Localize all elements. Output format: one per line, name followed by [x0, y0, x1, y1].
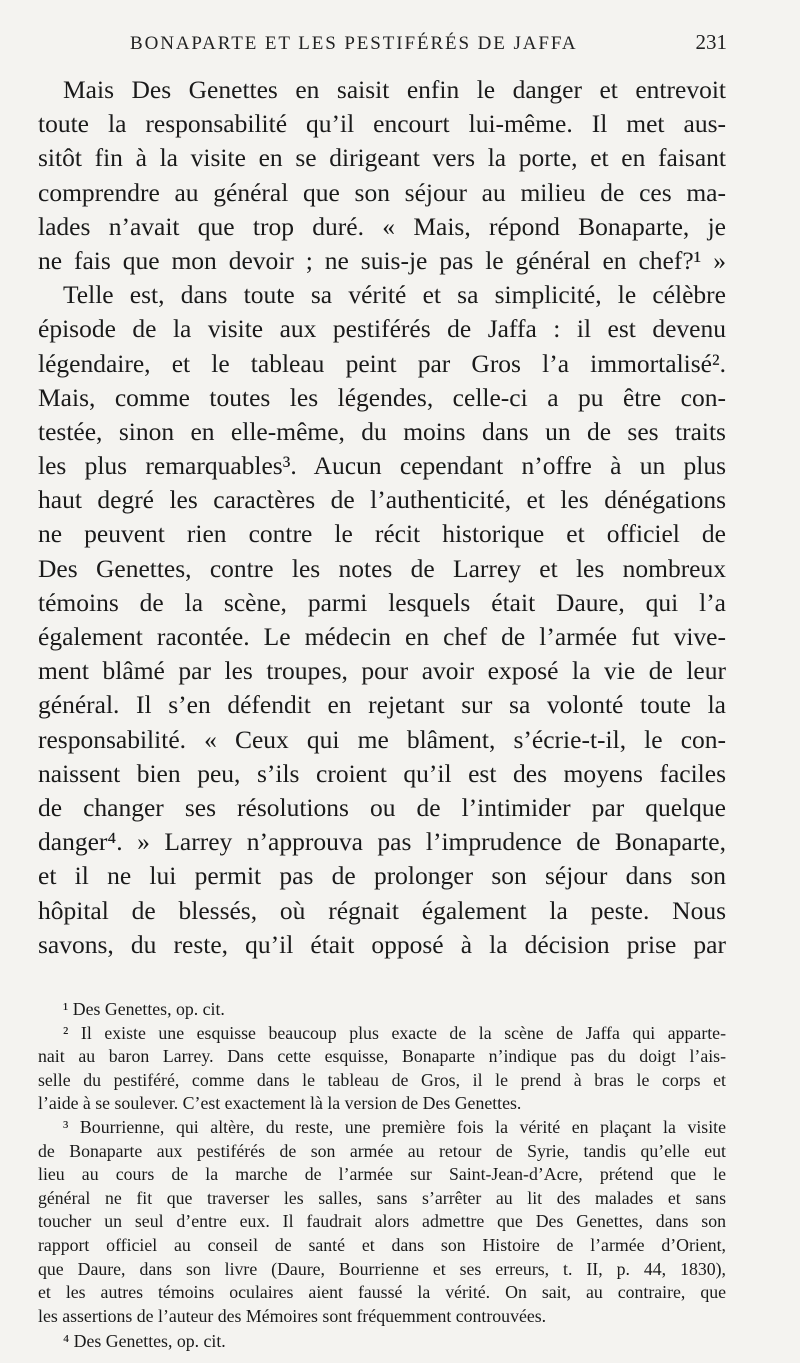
- footnote-line: et les autres témoins oculaires aient faussé la vérité. On sait, au contraire, que: [38, 1282, 726, 1303]
- body-line: général. Il s’en défendit en rejetant sur sa volonté toute la: [38, 690, 726, 720]
- body-line: danger⁴. » Larrey n’approuva pas l’imprudence de Bonaparte,: [38, 827, 726, 857]
- body-line: épisode de la visite aux pestiférés de Jaffa : il est devenu: [38, 314, 726, 344]
- page-number: 231: [695, 30, 727, 54]
- body-line: comprendre au général que son séjour au milieu de ces ma-: [38, 177, 726, 207]
- footnote-line: de Bonaparte aux pestiférés de son armée au retour de Syrie, tandis qu’elle eut: [38, 1140, 726, 1161]
- body-line: légendaire, et le tableau peint par Gros l’a immortalisé².: [38, 348, 726, 378]
- body-line: hôpital de blessés, où régnait également la peste. Nous: [38, 895, 726, 925]
- footnote-line: selle du pestiféré, comme dans le tableau de Gros, il le prend à bras le corps et: [38, 1069, 726, 1090]
- body-line: lades n’avait que trop duré. « Mais, répond Bonaparte, je: [38, 211, 726, 241]
- body-line: et il ne lui permit pas de prolonger son séjour dans son: [38, 861, 726, 891]
- footnote-line: l’aide à se soulever. C’est exactement là la version de Des Genettes.: [38, 1093, 522, 1114]
- footnote-line: nait au baron Larrey. Dans cette esquisse, Bonaparte n’indique pas du doigt l’ais-: [38, 1046, 726, 1067]
- footnote-line: ¹ Des Genettes, op. cit.: [63, 999, 225, 1019]
- body-line: Mais, comme toutes les légendes, celle-ci a pu être con-: [38, 382, 726, 412]
- footnote-line: général ne fit que traverser les salles, sans s’arrêter au lit des malades et sans: [38, 1187, 726, 1208]
- page-header: [130, 30, 727, 60]
- body-line: Mais Des Genettes en saisit enfin le danger et entrevoit: [63, 75, 726, 104]
- body-line: haut degré les caractères de l’authenticité, et les dénégations: [38, 485, 726, 515]
- body-line: testée, sinon en elle-même, du moins dans un de ses traits: [38, 416, 726, 446]
- body-line: témoins de la scène, parmi lesquels était Daure, qui l’a: [38, 587, 726, 617]
- body-line: également racontée. Le médecin en chef de l’armée fut vive-: [38, 622, 726, 651]
- footnote-line: ⁴ Des Genettes, op. cit.: [63, 1331, 226, 1352]
- running-title: BONAPARTE ET LES PESTIFÉRÉS DE JAFFA: [130, 33, 578, 54]
- body-line: ne fais que mon devoir ; ne suis-je pas le général en chef?¹ »: [38, 245, 726, 275]
- body-line: ment blâmé par les troupes, pour avoir exposé la vie de leur: [38, 656, 726, 686]
- body-line: toute la responsabilité qu’il encourt lui-même. Il met aus-: [38, 109, 726, 139]
- body-line: savons, du reste, qu’il était opposé à la décision prise par: [38, 929, 726, 959]
- body-text: [38, 73, 726, 962]
- footnote-line: ³ Bourrienne, qui altère, du reste, une première fois la vérité en plaçant la visite: [63, 1116, 726, 1137]
- body-line: de changer ses résolutions ou de l’intimider par quelque: [38, 792, 726, 822]
- body-line: sitôt fin à la visite en se dirigeant vers la porte, et en faisant: [38, 143, 726, 173]
- footnote-line: toucher un seul d’entre eux. Il faudrait alors admettre que Des Genettes, dans son: [38, 1211, 726, 1232]
- footnote-line: lieu au cours de la marche de l’armée sur Saint-Jean-d’Acre, prétend que le: [38, 1164, 726, 1185]
- footnote-line: les assertions de l’auteur des Mémoires sont fréquemment controuvées.: [38, 1305, 547, 1326]
- body-line: Des Genettes, contre les notes de Larrey et les nombreux: [38, 553, 726, 583]
- body-line: naissent bien peu, s’ils croient qu’il est des moyens faciles: [38, 758, 726, 788]
- footnote-line: que Daure, dans son livre (Daure, Bourrienne et ses erreurs, t. II, p. 44, 1830),: [38, 1258, 726, 1279]
- body-line: responsabilité. « Ceux qui me blâment, s’écrie-t-il, le con-: [38, 724, 726, 754]
- body-line: ne peuvent rien contre le récit historique et officiel de: [38, 519, 726, 549]
- body-line: les plus remarquables³. Aucun cependant n’offre à un plus: [38, 451, 726, 481]
- footnotes: [38, 998, 726, 1354]
- body-line: Telle est, dans toute sa vérité et sa simplicité, le célèbre: [63, 280, 726, 310]
- footnote-line: ² Il existe une esquisse beaucoup plus exacte de la scène de Jaffa qui apparte-: [63, 1022, 726, 1043]
- footnote-line: rapport officiel au conseil de santé et dans son Histoire de l’armée d’Orient,: [38, 1234, 726, 1255]
